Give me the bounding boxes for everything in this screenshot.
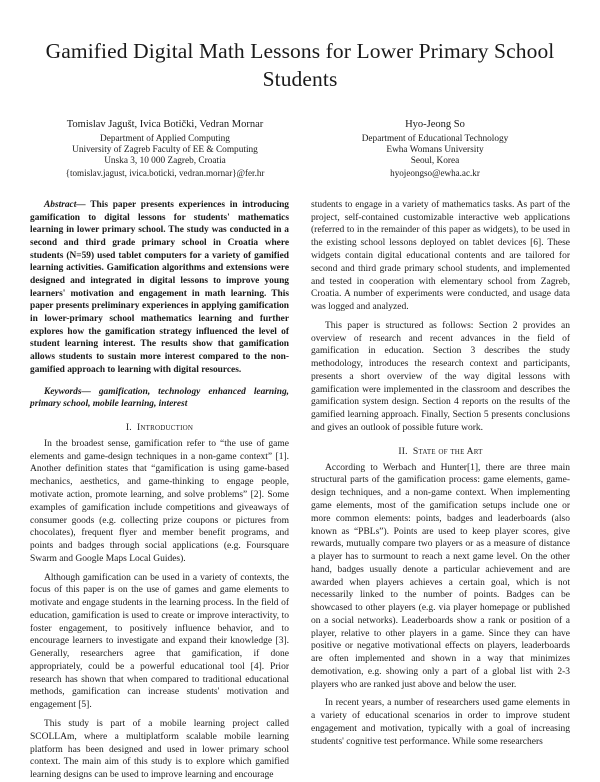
keywords-text: gamification, technology enhanced learning, primary school, mobile learning, interest [30,386,289,410]
left-column [30,199,289,782]
section-title: State of the Art [412,445,483,457]
paragraph: In the broadest sense, gamification refer to “the use of game elements and game-design techniques in a non-game context” [1]. Another definition states that “gamification is using game-based mechanics, aesthetics, and game-thinking to engage people, motivate action, promote learning, and solve problems” [2]. Some examples of gamification include competitions and giveaways of consumer goods (e.g. collecting prize coupons or pictures from chocolates), frequent flyer and member benefit programs, and points and badges through social applications (e.g. Foursquare Swarm and Google Maps Local Guides). [30,438,289,564]
paragraph: This study is part of a mobile learning project called SCOLLAm, where a multiplatform scalable mobile learning platform has been designed and used in lower primary school context. The main aim of this study is to explore which gamified learning designs can be used to improve learning and encourage [30,718,289,781]
section-heading-introduction [30,422,289,433]
author-address: Unska 3, 10 000 Zagreb, Croatia [104,156,226,167]
abstract-label: Abstract— [44,199,86,210]
author-email[interactable]: {tomislav.jagust, ivica.boticki, vedran.mornar}@fer.hr [65,167,265,178]
paragraph: According to Werbach and Hunter[1], there are three main structural parts of the gamification process: game elements, game-design techniques, and a non-game context. When implementing game elements, most of the gamification setups include one or more common elements: points, badges and leaderboards (also known as “PBLs”). Points are used to keep player scores, give rewards, mutually compare two players or as a measure of distance a player has to surmount to reach a next game level. On the other hand, badges usually denote a particular achievement and are awarded when players achieves a certain goal, which is not necessarily linked to the number of points. Badges can be showcased to other players (e.g. via player homepage or published on a social networks). Leaderboards show a rank or position of a player, relative to other players in a game. Since they can have positive or negative motivational effects on players, leaderboards are often implemented and shown in a way that minimizes demotivation, e.g. showing only a part of a global list with 2-3 players who are ranked just above and below the user. [311,462,570,690]
paragraph: This paper is structured as follows: Section 2 provides an overview of research and recent advances in the field of gamification in education. Section 3 describes the study methodology, introduces the research context and participants, presents a short overview of the way digital lessons with gamification were implemented in the classroom and describes the gamification system design. Section 4 reports on the results of the gamified learning approach. Finally, Section 5 presents conclusions and gives an outlook of possible future work. [311,320,570,433]
author-block-container [30,119,570,179]
abstract-text: This paper presents experiences in introducing gamification to digital lessons for students' mathematics learning in lower primary school. The study was conducted in a second and third grade primary school in Croatia where students (N=59) used tablet computers for a variety of gamified learning activities. Gamification algorithms and extensions were designed and integrated in digital lessons to improve young learners' motivation and engagement in math learning. This paper presents preliminary experiences in applying gamification in lower-primary school mathematics learning and further explores how the gamification strategy influenced the level of student learning interest. The results show that gamification allows students to sustain more interest compared to the non-gamified approach to learning with digital resources. [30,199,289,375]
abstract [30,199,289,377]
section-heading-state-of-the-art [311,446,570,457]
keywords [30,386,289,411]
body-columns [30,199,570,782]
section-numeral: I. [125,421,132,433]
author-department: Department of Educational Technology [361,133,509,144]
author-block-1 [30,119,300,179]
author-names: Hyo-Jeong So [405,119,465,131]
keywords-label: Keywords— [44,386,91,397]
author-address: Seoul, Korea [410,156,460,167]
author-institution: University of Zagreb Faculty of EE & Computing [72,145,258,156]
author-email[interactable]: hyojeongso@ewha.ac.kr [390,167,480,178]
page-title: Gamified Digital Math Lessons for Lower Primary School Students [45,39,555,91]
paragraph: In recent years, a number of researchers used game elements in a variety of educational scenarios in order to improve student engagement and motivation, typically with a goal of increasing students' cognitive test performance. While some researchers [311,698,570,747]
author-names: Tomislav Jagušt, Ivica Botički, Vedran Mornar [66,119,264,131]
right-column [311,199,570,782]
author-institution: Ewha Womans University [386,145,484,156]
section-title: Introduction [137,421,194,433]
author-block-2 [300,119,570,179]
paragraph: students to engage in a variety of mathematics tasks. As part of the project, self-contained customizable interactive web applications (referred to in the remainder of this paper as widgets), to be used in the existing school lessons deployed on tablet devices [6]. These widgets contain digital educational contents and are tailored for second and third grade primary school students, and implemented and tested in cooperation with elementary school from Zagreb, Croatia. A number of experiments were conducted, and usage data was logged and analyzed. [311,199,570,313]
section-numeral: II. [398,445,408,457]
paragraph: Although gamification can be used in a variety of contexts, the focus of this paper is on the use of games and game elements to motivate and engage students in the learning process. In the field of education, gamification is used to create or improve interactivity, to foster engagement, to positively influence behavior, and to encourage learners to investigate and expand their knowledge [3]. Generally, researchers agree that gamification, if done appropriately, could be a powerful educational tool [4]. Prior research has shown that when compared to traditional educational methods, gamification can increase students' motivation and engagement [5]. [30,572,289,711]
author-department: Department of Applied Computing [100,133,230,144]
